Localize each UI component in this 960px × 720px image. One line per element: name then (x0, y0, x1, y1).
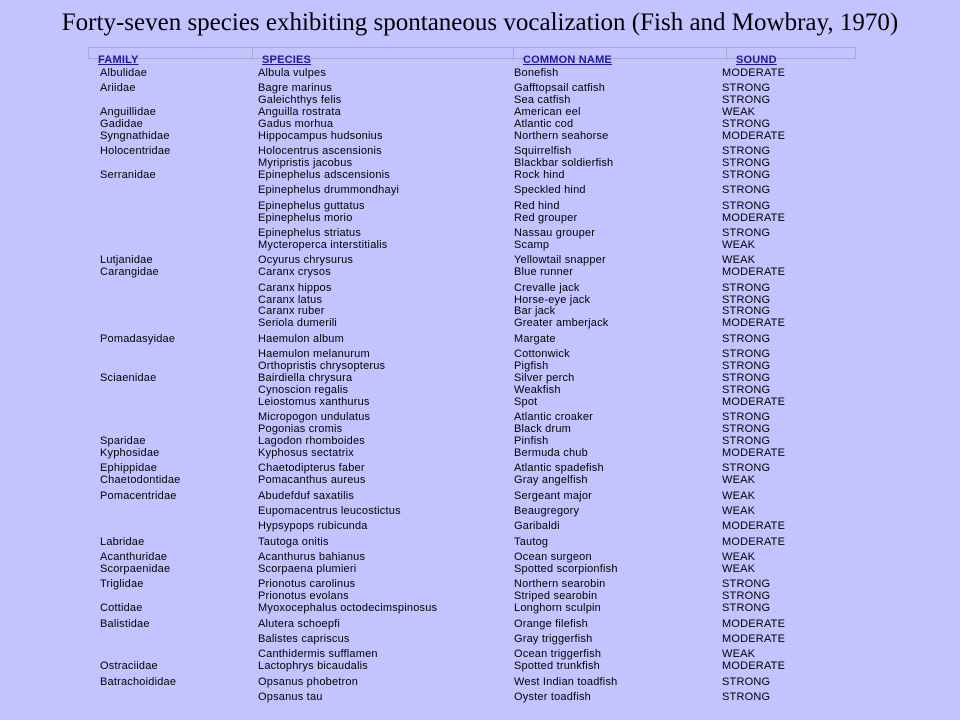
sound-cell: MODERATE (722, 447, 786, 459)
family-cell: Cottidae (100, 602, 143, 614)
table-row (0, 200, 960, 212)
header-species: SPECIES (262, 54, 312, 66)
species-cell: Seriola dumerili (258, 317, 338, 329)
table-row (0, 305, 960, 317)
species-cell: Micropogon undulatus (258, 411, 371, 423)
sound-cell: STRONG (722, 435, 771, 447)
common-name-cell: Speckled hind (514, 184, 586, 196)
common-name-cell: Rock hind (514, 169, 565, 181)
sound-cell: WEAK (722, 254, 756, 266)
column-divider (252, 48, 253, 60)
table-row (0, 106, 960, 118)
family-cell: Acanthuridae (100, 551, 168, 563)
common-name-cell: Sergeant major (514, 490, 593, 502)
species-cell: Leiostomus xanthurus (258, 396, 370, 408)
family-cell: Pomacentridae (100, 490, 177, 502)
sound-cell: MODERATE (722, 130, 786, 142)
species-cell: Bairdiella chrysura (258, 372, 353, 384)
sound-cell: WEAK (722, 239, 756, 251)
sound-cell: STRONG (722, 145, 771, 157)
sound-cell: STRONG (722, 282, 771, 294)
common-name-cell: Margate (514, 333, 556, 345)
common-name-cell: Gray angelfish (514, 474, 588, 486)
common-name-cell: Bonefish (514, 67, 559, 79)
sound-cell: WEAK (722, 505, 756, 517)
species-cell: Bagre marinus (258, 82, 333, 94)
common-name-cell: Atlantic cod (514, 118, 574, 130)
family-cell: Chaetodontidae (100, 474, 181, 486)
species-cell: Alutera schoepfi (258, 618, 341, 630)
common-name-cell: Striped searobin (514, 590, 598, 602)
sound-cell: MODERATE (722, 266, 786, 278)
table-row (0, 551, 960, 563)
sound-cell: MODERATE (722, 618, 786, 630)
family-cell: Albulidae (100, 67, 148, 79)
common-name-cell: Spot (514, 396, 538, 408)
table-row (0, 505, 960, 517)
table-row (0, 411, 960, 423)
header-family: FAMILY (98, 54, 139, 66)
table-row (0, 239, 960, 251)
sound-cell: WEAK (722, 106, 756, 118)
sound-cell: STRONG (722, 602, 771, 614)
common-name-cell: Gray triggerfish (514, 633, 593, 645)
table-row (0, 578, 960, 590)
sound-cell: MODERATE (722, 317, 786, 329)
sound-cell: STRONG (722, 676, 771, 688)
header-sound: SOUND (736, 54, 777, 66)
family-cell: Triglidae (100, 578, 144, 590)
species-cell: Caranx crysos (258, 266, 331, 278)
sound-cell: STRONG (722, 82, 771, 94)
family-cell: Pomadasyidae (100, 333, 176, 345)
species-cell: Orthopristis chrysopterus (258, 360, 386, 372)
sound-cell: STRONG (722, 462, 771, 474)
common-name-cell: American eel (514, 106, 581, 118)
table-row (0, 660, 960, 672)
species-cell: Prionotus carolinus (258, 578, 356, 590)
table-row (0, 67, 960, 79)
table-row (0, 648, 960, 660)
common-name-cell: Oyster toadfish (514, 691, 591, 703)
species-cell: Opsanus tau (258, 691, 323, 703)
sound-cell: MODERATE (722, 520, 786, 532)
common-name-cell: Crevalle jack (514, 282, 580, 294)
species-cell: Caranx ruber (258, 305, 325, 317)
family-cell: Syngnathidae (100, 130, 170, 142)
sound-cell: STRONG (722, 578, 771, 590)
common-name-cell: Red grouper (514, 212, 578, 224)
table-row (0, 447, 960, 459)
family-cell: Ostraciidae (100, 660, 158, 672)
table-row (0, 602, 960, 614)
family-cell: Holocentridae (100, 145, 171, 157)
species-cell: Epinephelus guttatus (258, 200, 365, 212)
species-cell: Pomacanthus aureus (258, 474, 366, 486)
table-row (0, 94, 960, 106)
family-cell: Balistidae (100, 618, 150, 630)
species-cell: Galeichthys felis (258, 94, 342, 106)
species-cell: Haemulon melanurum (258, 348, 370, 360)
table-row (0, 360, 960, 372)
family-cell: Sciaenidae (100, 372, 157, 384)
table-row (0, 691, 960, 703)
common-name-cell: Spotted scorpionfish (514, 563, 618, 575)
table-row (0, 462, 960, 474)
common-name-cell: Greater amberjack (514, 317, 609, 329)
family-cell: Gadidae (100, 118, 143, 130)
species-cell: Epinephelus morio (258, 212, 353, 224)
page-title: Forty-seven species exhibiting spontaneous vocalization (Fish and Mowbray, 1970) (61, 9, 899, 36)
table-row (0, 435, 960, 447)
family-cell: Serranidae (100, 169, 156, 181)
sound-cell: STRONG (722, 360, 771, 372)
sound-cell: STRONG (722, 411, 771, 423)
sound-cell: STRONG (722, 94, 771, 106)
table-row (0, 282, 960, 294)
header-common-name: COMMON NAME (523, 54, 612, 66)
family-cell: Sparidae (100, 435, 146, 447)
common-name-cell: Spotted trunkfish (514, 660, 600, 672)
species-cell: Pogonias cromis (258, 423, 343, 435)
table-row (0, 384, 960, 396)
sound-cell: STRONG (722, 691, 771, 703)
table-row (0, 82, 960, 94)
table-row (0, 474, 960, 486)
species-cell: Abudefduf saxatilis (258, 490, 355, 502)
common-name-cell: Garibaldi (514, 520, 560, 532)
family-cell: Kyphosidae (100, 447, 160, 459)
common-name-cell: Northern seahorse (514, 130, 609, 142)
table-row (0, 520, 960, 532)
sound-cell: STRONG (722, 118, 771, 130)
species-cell: Ocyurus chrysurus (258, 254, 354, 266)
family-cell: Anguillidae (100, 106, 157, 118)
sound-cell: STRONG (722, 423, 771, 435)
table-row (0, 590, 960, 602)
table-row (0, 157, 960, 169)
species-cell: Myoxocephalus octodecimspinosus (258, 602, 438, 614)
species-cell: Kyphosus sectatrix (258, 447, 354, 459)
sound-cell: WEAK (722, 490, 756, 502)
sound-cell: STRONG (722, 184, 771, 196)
sound-cell: STRONG (722, 294, 771, 306)
family-cell: Lutjanidae (100, 254, 153, 266)
column-divider (513, 48, 514, 60)
species-cell: Mycteroperca interstitialis (258, 239, 388, 251)
column-divider (726, 48, 727, 60)
species-cell: Albula vulpes (258, 67, 327, 79)
common-name-cell: Blue runner (514, 266, 574, 278)
species-cell: Epinephelus adscensionis (258, 169, 390, 181)
common-name-cell: Longhorn sculpin (514, 602, 601, 614)
species-cell: Cynoscion regalis (258, 384, 349, 396)
table-row (0, 145, 960, 157)
family-cell: Ariidae (100, 82, 136, 94)
sound-cell: STRONG (722, 348, 771, 360)
table-row (0, 372, 960, 384)
common-name-cell: West Indian toadfish (514, 676, 618, 688)
species-cell: Prionotus evolans (258, 590, 349, 602)
table-row (0, 333, 960, 345)
sound-cell: WEAK (722, 551, 756, 563)
species-cell: Myripristis jacobus (258, 157, 353, 169)
sound-cell: STRONG (722, 169, 771, 181)
species-cell: Canthidermis sufflamen (258, 648, 378, 660)
species-cell: Tautoga onitis (258, 536, 329, 548)
species-cell: Acanthurus bahianus (258, 551, 366, 563)
family-cell: Batrachoididae (100, 676, 177, 688)
sound-cell: STRONG (722, 227, 771, 239)
sound-cell: STRONG (722, 157, 771, 169)
species-cell: Caranx hippos (258, 282, 332, 294)
sound-cell: STRONG (722, 372, 771, 384)
table-row (0, 227, 960, 239)
table-row (0, 254, 960, 266)
sound-cell: STRONG (722, 384, 771, 396)
species-cell: Epinephelus drummondhayi (258, 184, 400, 196)
species-cell: Holocentrus ascensionis (258, 145, 382, 157)
species-cell: Balistes capriscus (258, 633, 350, 645)
common-name-cell: Ocean triggerfish (514, 648, 602, 660)
common-name-cell: Blackbar soldierfish (514, 157, 614, 169)
table-row (0, 618, 960, 630)
species-cell: Gadus morhua (258, 118, 334, 130)
family-cell: Labridae (100, 536, 145, 548)
sound-cell: STRONG (722, 200, 771, 212)
table-row (0, 676, 960, 688)
species-cell: Epinephelus striatus (258, 227, 362, 239)
species-cell: Haemulon album (258, 333, 344, 345)
table-row (0, 212, 960, 224)
species-cell: Lagodon rhomboides (258, 435, 365, 447)
common-name-cell: Scamp (514, 239, 550, 251)
common-name-cell: Sea catfish (514, 94, 571, 106)
table-row (0, 633, 960, 645)
table-row (0, 118, 960, 130)
sound-cell: WEAK (722, 474, 756, 486)
common-name-cell: Yellowtail snapper (514, 254, 606, 266)
sound-cell: MODERATE (722, 212, 786, 224)
species-cell: Caranx latus (258, 294, 323, 306)
common-name-cell: Atlantic spadefish (514, 462, 604, 474)
common-name-cell: Northern searobin (514, 578, 606, 590)
common-name-cell: Bar jack (514, 305, 556, 317)
common-name-cell: Pigfish (514, 360, 549, 372)
sound-cell: WEAK (722, 563, 756, 575)
table-row (0, 130, 960, 142)
table-row (0, 490, 960, 502)
common-name-cell: Cottonwick (514, 348, 570, 360)
table-row (0, 169, 960, 181)
common-name-cell: Black drum (514, 423, 572, 435)
common-name-cell: Squirrelfish (514, 145, 572, 157)
sound-cell: STRONG (722, 590, 771, 602)
sound-cell: MODERATE (722, 536, 786, 548)
common-name-cell: Silver perch (514, 372, 575, 384)
common-name-cell: Weakfish (514, 384, 561, 396)
table-row (0, 396, 960, 408)
common-name-cell: Pinfish (514, 435, 549, 447)
common-name-cell: Bermuda chub (514, 447, 588, 459)
table-row (0, 266, 960, 278)
table-row (0, 184, 960, 196)
common-name-cell: Nassau grouper (514, 227, 596, 239)
common-name-cell: Ocean surgeon (514, 551, 592, 563)
family-cell: Ephippidae (100, 462, 158, 474)
family-cell: Carangidae (100, 266, 159, 278)
species-cell: Eupomacentrus leucostictus (258, 505, 401, 517)
family-cell: Scorpaenidae (100, 563, 171, 575)
species-cell: Lactophrys bicaudalis (258, 660, 368, 672)
common-name-cell: Red hind (514, 200, 560, 212)
table-row (0, 348, 960, 360)
sound-cell: MODERATE (722, 67, 786, 79)
common-name-cell: Horse-eye jack (514, 294, 591, 306)
species-cell: Hippocampus hudsonius (258, 130, 383, 142)
sound-cell: MODERATE (722, 633, 786, 645)
species-cell: Anguilla rostrata (258, 106, 341, 118)
sound-cell: MODERATE (722, 396, 786, 408)
common-name-cell: Atlantic croaker (514, 411, 594, 423)
species-cell: Opsanus phobetron (258, 676, 359, 688)
sound-cell: WEAK (722, 648, 756, 660)
common-name-cell: Tautog (514, 536, 549, 548)
table-row (0, 563, 960, 575)
species-cell: Chaetodipterus faber (258, 462, 365, 474)
sound-cell: STRONG (722, 305, 771, 317)
sound-cell: MODERATE (722, 660, 786, 672)
species-cell: Hypsypops rubicunda (258, 520, 368, 532)
species-cell: Scorpaena plumieri (258, 563, 357, 575)
table-row (0, 536, 960, 548)
table-row (0, 423, 960, 435)
common-name-cell: Beaugregory (514, 505, 580, 517)
table-row (0, 317, 960, 329)
common-name-cell: Gafftopsail catfish (514, 82, 606, 94)
sound-cell: STRONG (722, 333, 771, 345)
common-name-cell: Orange filefish (514, 618, 588, 630)
